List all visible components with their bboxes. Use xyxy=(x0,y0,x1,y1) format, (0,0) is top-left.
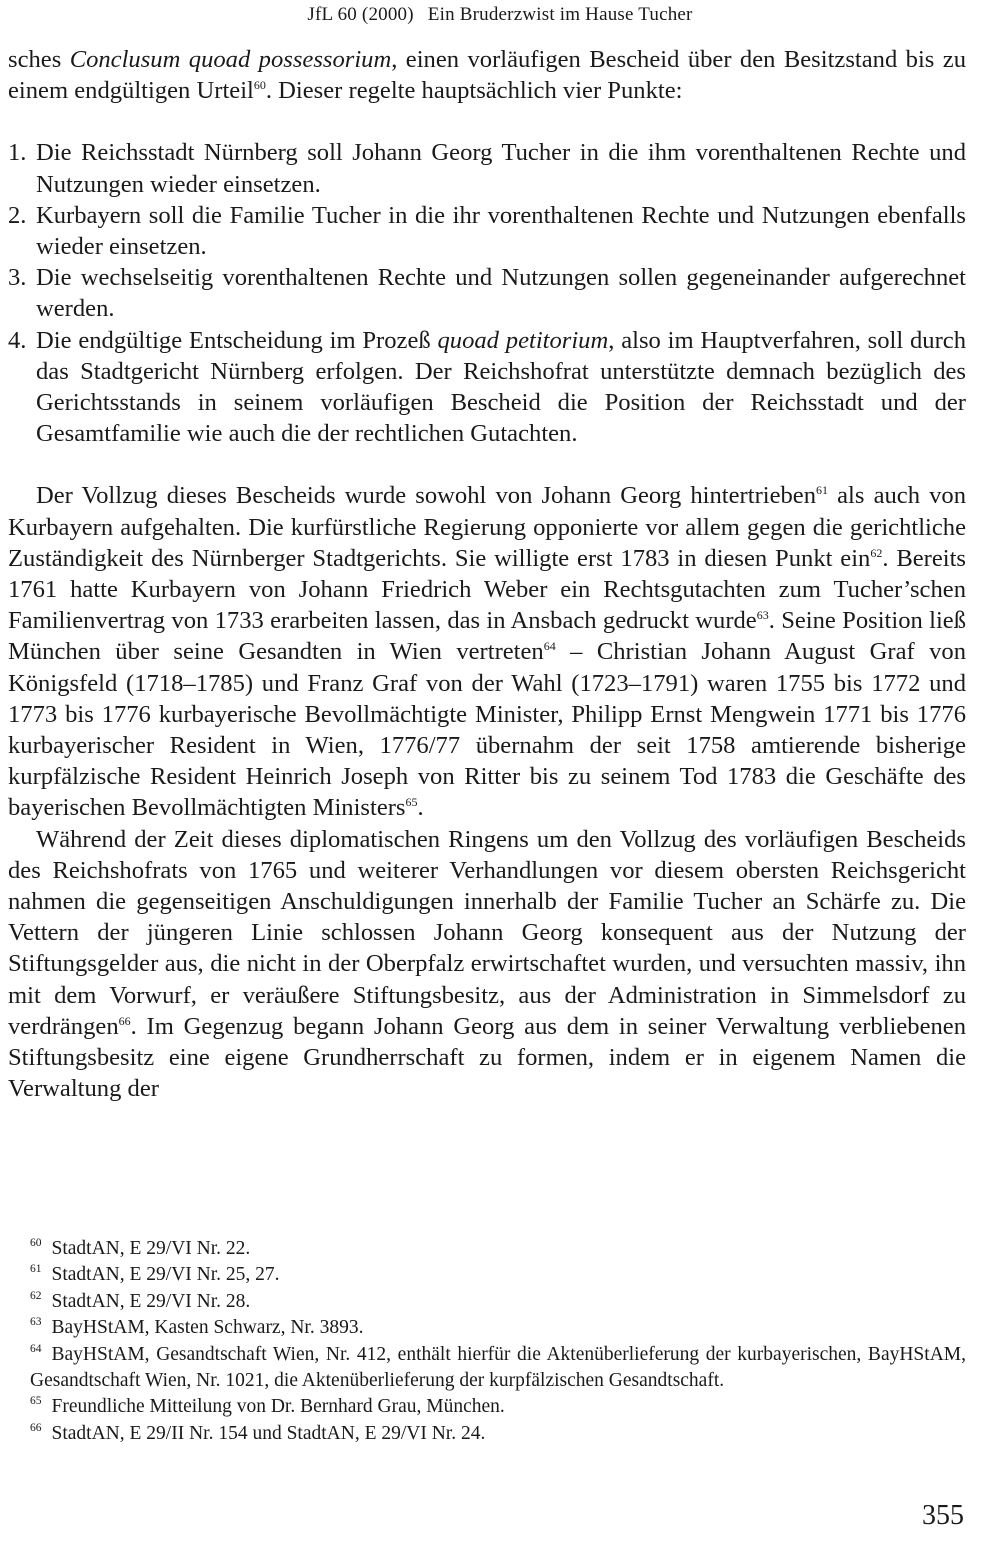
journal-citation: JfL 60 (2000) xyxy=(307,4,414,25)
footnote xyxy=(24,1315,966,1341)
footnotes xyxy=(24,1236,966,1447)
intro-paragraph: sches Conclusum quoad possessorium, einen vorläufigen Bescheid über den Besitzstand bis zu einem endgültigen Urteil$^{60}$. Dieser regelte hauptsächlich vier Punkte: xyxy=(8,46,966,105)
footnote-text: BayHStAM, Kasten Schwarz, Nr. 3893. xyxy=(51,1317,364,1339)
list-item xyxy=(8,200,966,262)
paragraph-vollzug: Der Vollzug dieses Bescheids wurde sowohl von Johann Georg hintertrieben$^{61}$ als auch von Kurbayern aufgehalten. Die kurfürstliche Regierung opponierte vor allem gegen die gerichtliche Zuständigkeit des Nürnberger Stadtgerichts. Sie willigte erst 1783 in diesen Punkt ein$^{62}$. Bereits 1761 hatte Kurbayern von Johann Friedrich Weber ein Rechtsgutachten zum Tucher’schen Familienvertrag von 1733 erarbeiten lassen, das in Ansbach gedruckt wurde$^{63}$. Seine Position ließ München über seine Gesandten in Wien vertreten$^{64}$ – Christian Johann August Graf von Königsfeld (1718–1785) und Franz Graf von der Wahl (1723–1791) waren 1755 bis 1772 und 1773 bis 1776 kurbayerische Bevollmächtigte Minister, Philipp Ernst Mengwein 1771 bis 1776 kurbayerischer Resident in Wien, 1776/77 übernahm der seit 1758 amtierende bisherige kurpfälzische Resident Heinrich Joseph von Ritter bis zu seinem Tod 1783 die Geschäfte des bayerischen Bevollmächtigten Ministers$^{65}$. xyxy=(8,482,967,822)
list-text: Kurbayern soll die Familie Tucher in die ihr vorenthaltenen Rechte und Nutzungen ebenfalls wieder einsetzen. xyxy=(36,201,966,261)
list-text: Die Reichsstadt Nürnberg soll Johann Georg Tucher in die ihm vorenthaltenen Rechte und Nutzungen wieder einsetzen. xyxy=(36,139,966,198)
footnote-text: StadtAN, E 29/II Nr. 154 und StadtAN, E 29/VI Nr. 24. xyxy=(51,1422,486,1444)
latin-term: Conclusum quoad possessorium xyxy=(69,46,392,73)
footnote xyxy=(24,1421,966,1447)
latin-term: quoad petitorium xyxy=(437,326,609,354)
list-item xyxy=(8,262,966,324)
footnote-number: 66 xyxy=(30,1421,42,1434)
numbered-list xyxy=(8,137,966,449)
footnote xyxy=(24,1236,966,1262)
list-number: 2. xyxy=(8,201,27,229)
paragraph-ringen: Während der Zeit dieses diplomatischen Ringens um den Vollzug des vorläufigen Bescheids des Reichshofrats von 1765 und weiterer Verhandlungen vor diesem obersten Reichsgericht nahmen die gegenseitigen Anschuldigungen innerhalb der Familie Tucher an Schärfe zu. Die Vettern der jüngeren Linie schlossen Johann Georg konsequent aus der Nutzung der Stiftungsgelder aus, die nicht in der Oberpfalz erwirtschaftet wurden, und versuchten massiv, ihn mit dem Vorwurf, er veräußere Stiftungsbesitz, aus der Administration in Simmelsdorf zu verdrängen$^{66}$. Im Gegenzug begann Johann Georg aus dem in seiner Verwaltung verbliebenen Stiftungsbesitz eine eigene Grundherrschaft zu formen, indem er in eigenem Namen die Verwaltung der xyxy=(8,825,966,1103)
body-text xyxy=(8,44,966,1105)
footnote-text: BayHStAM, Gesandtschaft Wien, Nr. 412, enthält hierfür die Aktenüberlieferung der kurbayerischen, BayHStAM, Gesandtschaft Wien, Nr. 1021, die Aktenüberlieferung der kurpfälzischen Gesandtschaft. xyxy=(30,1343,966,1392)
footnote-number: 65 xyxy=(30,1395,42,1408)
footnote-number: 61 xyxy=(30,1263,42,1276)
footnote xyxy=(24,1394,966,1420)
footnote-number: 64 xyxy=(30,1342,42,1355)
list-text: Die wechselseitig vorenthaltenen Rechte und Nutzungen sollen gegeneinander aufgerechnet werden. xyxy=(36,264,966,323)
footnote-ref[interactable]: 66 xyxy=(118,1013,131,1028)
footnote xyxy=(24,1289,966,1315)
list-item xyxy=(8,137,966,199)
footnote-ref[interactable]: 60 xyxy=(253,78,266,93)
footnote-text: StadtAN, E 29/VI Nr. 25, 27. xyxy=(51,1264,280,1286)
article-title: Ein Bruderzwist im Hause Tucher xyxy=(427,4,693,25)
footnote-ref[interactable]: 65 xyxy=(405,795,418,810)
running-head xyxy=(0,4,1000,26)
list-item: 4. Die endgültige Entscheidung im Prozeß quoad petitorium, also im Hauptverfahren, soll durch das Stadtgericht Nürnberg erfolgen. Der Reichshofrat unterstützte demnach bezüglich des Gerichtsstands in seinem vorläufigen Bescheid die Position der Reichsstadt und der Gesamtfamilie wie auch die der rechtlichen Gutachten. xyxy=(8,326,966,448)
footnote-ref[interactable]: 63 xyxy=(756,608,769,623)
footnote xyxy=(24,1342,966,1395)
footnote-ref[interactable]: 64 xyxy=(543,639,556,654)
page-number: 355 xyxy=(922,1500,964,1531)
footnote-text: StadtAN, E 29/VI Nr. 28. xyxy=(51,1290,251,1312)
footnote-ref[interactable]: 62 xyxy=(870,545,883,560)
footnote-ref[interactable]: 61 xyxy=(816,483,829,498)
footnote-text: Freundliche Mitteilung von Dr. Bernhard Grau, München. xyxy=(51,1396,505,1418)
footnote xyxy=(24,1262,966,1288)
list-number: 4. xyxy=(8,326,27,354)
footnote-number: 60 xyxy=(30,1237,42,1249)
footnote-number: 63 xyxy=(30,1316,42,1329)
footnote-number: 62 xyxy=(30,1289,42,1302)
list-number: 3. xyxy=(8,264,27,292)
footnote-text: StadtAN, E 29/VI Nr. 22. xyxy=(51,1238,251,1259)
list-number: 1. xyxy=(8,139,27,167)
